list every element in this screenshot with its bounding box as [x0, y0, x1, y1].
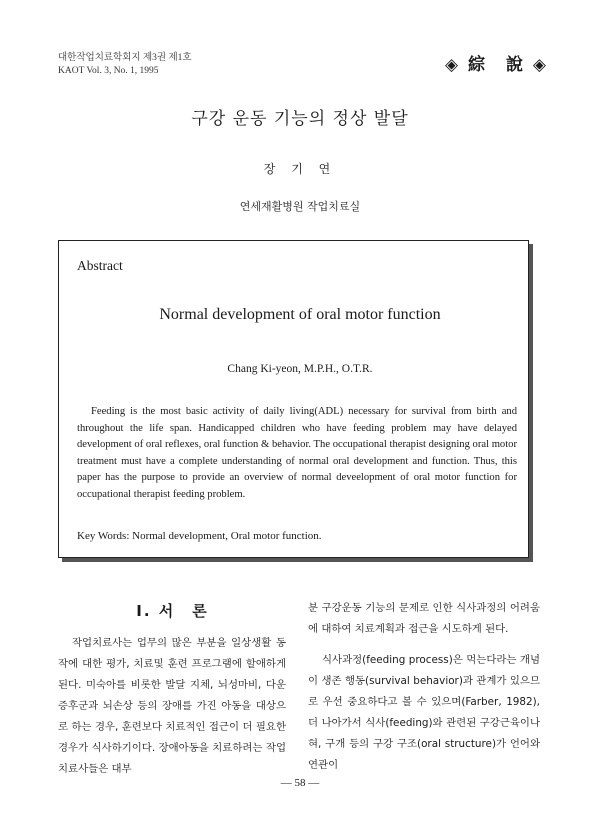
right-paragraph-1: 분 구강운동 기능의 문제로 인한 식사과정의 어려움에 대하여 치료계획과 접근을 시도하게 된다. — [308, 602, 540, 635]
right-paragraph-2: 식사과정(feeding process)은 먹는다라는 개념이 생존 행동(survival behavior)과 관계가 있으므로 우선 중요하다고 볼 수 있으며(Farber, 1982), 더 나아가서 식사(feeding)와 관련된 구강근육이나 혀, 구개 등의 구강 구조(oral structure)가 언어와 연관이 — [308, 654, 540, 771]
abstract-keywords: Key Words: Normal development, Oral motor function. — [77, 530, 322, 542]
abstract-body — [77, 404, 517, 503]
abstract-author: Chang Ki-yeon, M.P.H., O.T.R. — [227, 363, 373, 375]
article-affiliation: 연세재활병원 작업치료실 — [239, 200, 361, 213]
abstract-box — [58, 240, 529, 558]
journal-line-english: KAOT Vol. 3, No. 1, 1995 — [58, 66, 159, 76]
section-heading: I. 서 론 — [136, 602, 209, 620]
page-number: — 58 — — [280, 777, 320, 789]
abstract-text: Feeding is the most basic activity of daily living(ADL) necessary for survival from birth and throughout the life span. Handicapped children who have feeding problem may have delayed development of oral reflexes, oral function & behavior. The occupational therapist designing oral motor treatment must have a complete understanding of normal oral development and function. Thus, this paper has the purpose to provide an overview of normal deveelopment of oral motor function for occupational therapist feeding problem. — [77, 406, 517, 500]
article-type-badge: ◈ 綜 說 ◈ — [445, 55, 548, 75]
article-title: 구강 운동 기능의 정상 발달 — [191, 109, 409, 129]
article-author: 장 기 연 — [263, 162, 337, 176]
abstract-title: Normal development of oral motor function — [159, 306, 441, 323]
abstract-heading: Abstract — [77, 258, 123, 273]
left-column — [58, 633, 286, 780]
right-column — [308, 598, 540, 776]
journal-info — [58, 52, 192, 78]
left-paragraph: 작업치료사는 업무의 많은 부분을 일상생활 동작에 대한 평가, 치료및 훈련 프로그램에 할애하게 된다. 미숙아를 비롯한 발달 지체, 뇌성마비, 다운 증후군과 뇌손상 등의 장애를 가진 아동을 대상으로 하는 경우, 훈련보다 치료적인 접근이 더 필요한 경우가 식사하기이다. 장애아동을 치료하려는 작업치료사들은 대부 — [58, 637, 286, 775]
journal-line-korean: 대한작업치료학회지 제3권 제1호 — [58, 53, 192, 63]
